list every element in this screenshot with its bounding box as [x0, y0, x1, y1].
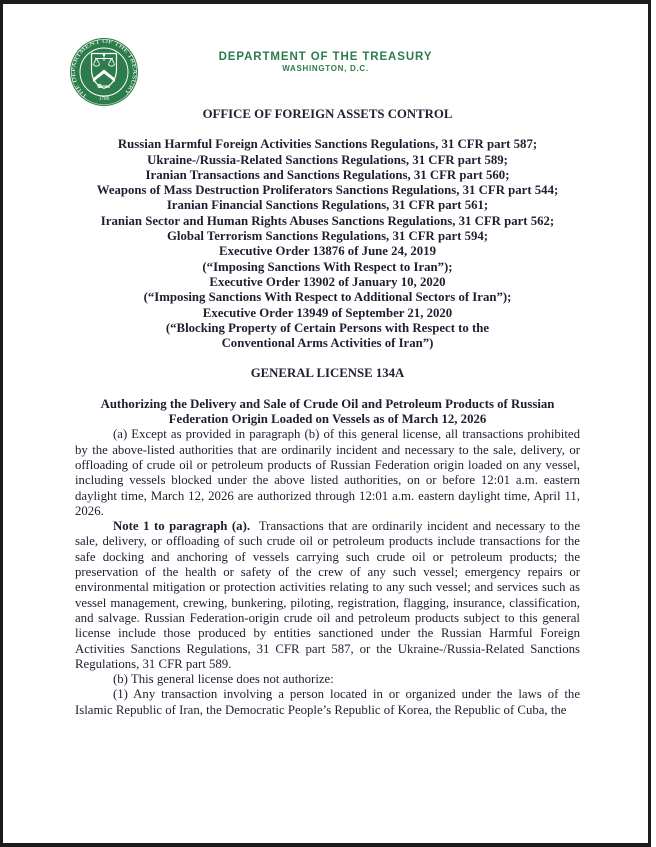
paragraph-a: (a) Except as provided in paragraph (b) of this general license, all transactions prohibited by the above-listed authorities that are ordinarily incident and necessary to the sale, delivery, or offloading of crude oil or petroleum products of Russian Federation origin loaded on any vessel, including vessels blocked under the above listed authorities, on or before 12:01 a.m. eastern daylight time, March 12, 2026 are authorized through 12:01 a.m. eastern daylight time, April 11, 2026. — [75, 427, 580, 518]
page-border-right — [648, 0, 651, 847]
authorities-list — [75, 137, 580, 351]
page-border-top — [0, 0, 651, 4]
authority-line: Iranian Sector and Human Rights Abuses Sanctions Regulations, 31 CFR part 562; — [100, 213, 555, 228]
authority-line: Conventional Arms Activities of Iran”) — [221, 336, 434, 351]
note-1-text: Transactions that are ordinarily incident and necessary to the sale, delivery, or offloading of such crude oil or petroleum products include transactions for the safe docking and anchoring of vessels carrying such crude oil or petroleum products; the preservation of the health or safety of the crew of any such vessel; emergency repairs or environmental mitigation or protection activities relating to any such vessel; and services such as vessel management, crewing, bunkering, piloting, registration, flagging, insurance, classification, and salvage. Russian Federation-origin crude oil and petroleum products subject to this general license include those produced by entities sanctioned under the Russian Harmful Foreign Activities Sanctions Regulations, 31 CFR part 587, or the Ukraine-/Russia-Related Sanctions Regulations, 31 CFR part 589. — [75, 519, 580, 671]
note-1-paragraph — [75, 519, 580, 672]
authority-line: (“Blocking Property of Certain Persons with Respect to the — [165, 320, 490, 335]
authority-line: Iranian Financial Sanctions Regulations, 31 CFR part 561; — [166, 198, 489, 213]
subject-line: Federation Origin Loaded on Vessels as of March 12, 2026 — [168, 412, 487, 427]
page-border-bottom — [0, 843, 651, 847]
subject-line: Authorizing the Delivery and Sale of Crude Oil and Petroleum Products of Russian — [100, 396, 555, 411]
authority-line: Executive Order 13876 of June 24, 2019 — [219, 244, 436, 259]
authority-line: (“Imposing Sanctions With Respect to Additional Sectors of Iran”); — [143, 290, 512, 305]
authority-line: (“Imposing Sanctions With Respect to Iran”); — [202, 259, 453, 274]
authority-line: Iranian Transactions and Sanctions Regulations, 31 CFR part 560; — [145, 167, 510, 182]
authority-line: Ukraine-/Russia-Related Sanctions Regulations, 31 CFR part 589; — [147, 152, 508, 167]
authority-line: Global Terrorism Sanctions Regulations, 31 CFR part 594; — [166, 229, 489, 244]
agency-location: WASHINGTON, D.C. — [282, 64, 369, 73]
paragraph-b: (b) This general license does not authorize: — [113, 672, 334, 687]
license-heading: GENERAL LICENSE 134A — [250, 366, 405, 381]
note-1-label: Note 1 to paragraph (a). — [113, 519, 251, 534]
authority-line: Weapons of Mass Destruction Proliferators Sanctions Regulations, 31 CFR part 544; — [96, 183, 559, 198]
paragraph-b1: (1) Any transaction involving a person located in or organized under the laws of the Islamic Republic of Iran, the Democratic People’s Republic of Korea, the Republic of Cuba, the — [75, 687, 580, 717]
subject-heading — [75, 397, 580, 428]
document-body — [75, 107, 580, 718]
page-border-left — [0, 0, 3, 847]
authority-line: Executive Order 13949 of September 21, 2020 — [202, 305, 453, 320]
seal-ring-text: THE DEPARTMENT OF THE TREASURY — [70, 38, 138, 99]
authority-line: Executive Order 13902 of January 10, 2020 — [209, 274, 446, 289]
agency-name: DEPARTMENT OF THE TREASURY — [218, 51, 433, 63]
authority-line: Russian Harmful Foreign Activities Sanctions Regulations, 31 CFR part 587; — [117, 137, 538, 152]
seal-year-text: 1789 — [98, 96, 110, 102]
office-heading: OFFICE OF FOREIGN ASSETS CONTROL — [202, 107, 453, 121]
